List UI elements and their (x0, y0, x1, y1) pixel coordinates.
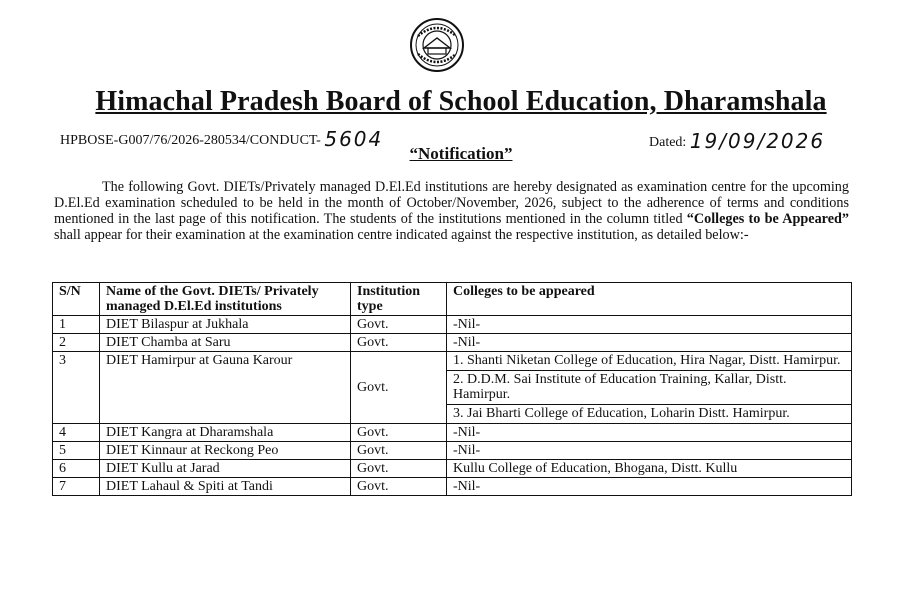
table-row (53, 316, 852, 334)
header-colleges: Colleges to be appeared (447, 283, 852, 316)
table-body (53, 316, 852, 496)
cell-colleges: -Nil- (447, 334, 852, 352)
cell-colleges: Kullu College of Education, Bhogana, Distt. Kullu (447, 460, 852, 478)
notification-title: “Notification” (409, 144, 513, 163)
cell-sn: 1 (53, 316, 100, 334)
cell-institution-type: Govt. (351, 460, 447, 478)
cell-colleges: -Nil- (447, 442, 852, 460)
table-row (53, 478, 852, 496)
cell-sn: 4 (53, 424, 100, 442)
intro-text-2: shall appear for their examination at the examination centre indicated against the respective institution, as detailed below:- (54, 227, 749, 243)
cell-institution-name: DIET Chamba at Saru (100, 334, 351, 352)
table-row (53, 334, 852, 352)
cell-institution-type: Govt. (351, 352, 447, 424)
cell-sn: 6 (53, 460, 100, 478)
cell-colleges: -Nil- (447, 478, 852, 496)
cell-institution-name: DIET Bilaspur at Jukhala (100, 316, 351, 334)
intro-text-1: The following Govt. DIETs/Privately managed D.El.Ed institutions are hereby designated as examination centre for the upcoming D.El.Ed examination scheduled to be held in the month of October/November, 2026, subject to the adherence of terms and conditions mentioned in the last page of this notification. The students of the institutions mentioned in the column titled (54, 179, 849, 227)
cell-sn: 7 (53, 478, 100, 496)
cell-institution-name: DIET Lahaul & Spiti at Tandi (100, 478, 351, 496)
cell-institution-type: Govt. (351, 442, 447, 460)
header-sn: S/N (53, 283, 100, 316)
college-entry: 2. D.D.M. Sai Institute of Education Training, Kallar, Distt. Hamirpur. (447, 371, 851, 405)
cell-institution-type: Govt. (351, 334, 447, 352)
cell-institution-name: DIET Kinnaur at Reckong Peo (100, 442, 351, 460)
cell-institution-name: DIET Kullu at Jarad (100, 460, 351, 478)
cell-sn: 5 (53, 442, 100, 460)
dated-label: Dated: (649, 135, 687, 150)
college-entry: 1. Shanti Niketan College of Education, Hira Nagar, Distt. Hamirpur. (447, 352, 851, 371)
cell-sn: 2 (53, 334, 100, 352)
table-row (53, 424, 852, 442)
cell-institution-type: Govt. (351, 316, 447, 334)
table-row (53, 442, 852, 460)
intro-bold-column-title: “Colleges to be Appeared” (686, 211, 849, 227)
cell-colleges: -Nil- (447, 316, 852, 334)
college-entry: 3. Jai Bharti College of Education, Loharin Distt. Hamirpur. (453, 406, 790, 421)
board-title: Himachal Pradesh Board of School Education, Dharamshala (95, 86, 827, 117)
table-header-row (53, 283, 852, 316)
cell-sn: 3 (53, 352, 100, 424)
table-row (53, 352, 852, 424)
cell-institution-type: Govt. (351, 424, 447, 442)
cell-colleges: -Nil- (447, 424, 852, 442)
hpbose-seal-icon (409, 14, 465, 76)
cell-colleges (447, 352, 852, 424)
cell-institution-name: DIET Hamirpur at Gauna Karour (100, 352, 351, 424)
cell-institution-name: DIET Kangra at Dharamshala (100, 424, 351, 442)
cell-institution-type: Govt. (351, 478, 447, 496)
exam-centre-table (52, 282, 852, 496)
intro-paragraph (54, 179, 849, 243)
header-institution-name: Name of the Govt. DIETs/ Privately managed D.El.Ed institutions (100, 283, 351, 316)
reference-prefix: HPBOSE-G007/76/2026-280534/CONDUCT- (60, 133, 321, 148)
header-institution-type: Institution type (351, 283, 447, 316)
reference-handwritten-number: 5604 (324, 127, 384, 151)
table-row (53, 460, 852, 478)
dated-handwritten-value: 19/09/2026 (689, 129, 826, 153)
